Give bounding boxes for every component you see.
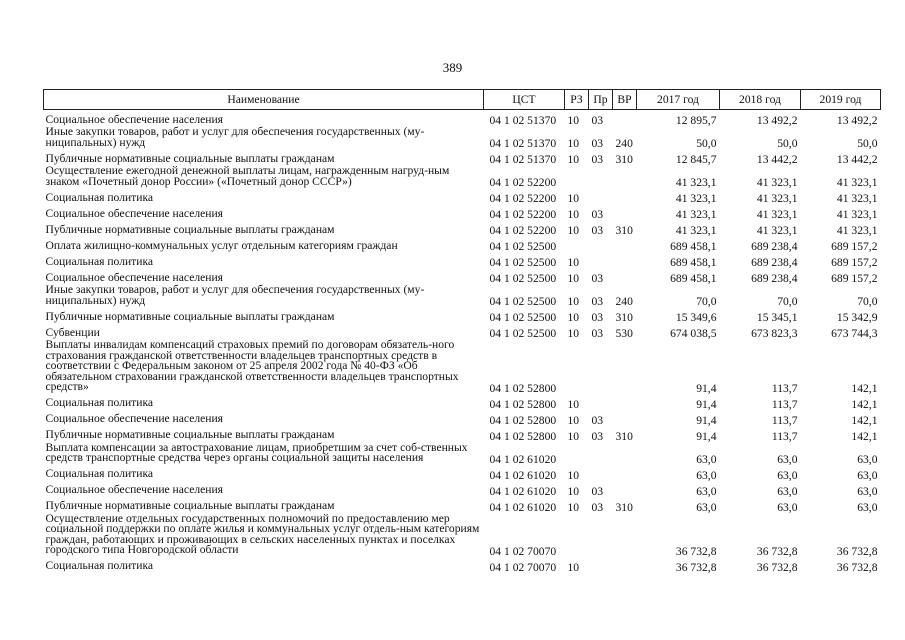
row-name-cell: Осуществление ежегодной денежной выплаты лицам, награжденным нагруд-ным знаком «Почетный донор России» («Почетный донор СССР») (45, 164, 450, 188)
header-vr: ВР (613, 90, 637, 110)
row-vr-cell (613, 236, 637, 252)
row-cst-cell: 04 1 02 52800 (489, 413, 557, 427)
row-cst-cell: 04 1 02 51370 (489, 114, 557, 127)
row-2017-cell: 689 458,1 (670, 272, 717, 285)
row-2018-cell: 63,0 (777, 452, 798, 466)
row-2018-cell: 50,0 (777, 137, 798, 150)
row-cst-cell: 04 1 02 52500 (489, 240, 557, 253)
row-2017-cell: 12 895,7 (675, 114, 717, 127)
row-pr-cell: 03 (591, 500, 604, 514)
row-2019-cell: 50,0 (857, 137, 878, 150)
row-2017-cell: 41 323,1 (675, 208, 717, 221)
row-2017-cell: 91,4 (696, 429, 717, 443)
row-2019-cell: 41 323,1 (836, 176, 878, 189)
row-rz-cell: 10 (567, 397, 580, 411)
row-2017-cell: 63,0 (696, 500, 717, 514)
row-pr-cell (589, 339, 613, 394)
row-name-cell: Осуществление отдельных государственных полномочий по предоставлению мер социальной поддержки по оплате жилья и коммунальных услуг отдель-ным категориям граждан, работающих и проживающих в сельских населенных пунктах и поселках городского типа Новгородской области (45, 511, 480, 556)
row-vr-cell (613, 465, 637, 481)
row-2019-cell: 41 323,1 (836, 208, 878, 221)
row-cst-cell: 04 1 02 51370 (489, 137, 557, 150)
row-vr-cell: 310 (615, 153, 633, 166)
row-pr-cell: 03 (591, 429, 604, 443)
row-rz-cell (565, 513, 589, 557)
row-pr-cell (589, 165, 613, 188)
row-name-cell: Социальная политика (45, 559, 154, 572)
row-name-cell: Социальная политика (45, 396, 154, 409)
row-cst-cell: 04 1 02 52200 (489, 224, 557, 237)
row-2019-cell: 142,1 (851, 429, 878, 443)
row-vr-cell: 310 (615, 224, 633, 237)
row-pr-cell (589, 394, 613, 410)
header-rz: РЗ (565, 90, 589, 110)
row-2019-cell: 63,0 (857, 468, 878, 482)
table-row (44, 339, 881, 394)
row-2019-cell: 63,0 (857, 484, 878, 498)
row-vr-cell (613, 252, 637, 268)
table-row (44, 252, 881, 268)
row-2018-cell: 41 323,1 (756, 208, 798, 221)
row-2018-cell: 41 323,1 (756, 176, 798, 189)
row-2017-cell: 63,0 (696, 452, 717, 466)
table-row (44, 149, 881, 165)
row-2019-cell: 36 732,8 (836, 544, 878, 558)
row-2018-cell: 63,0 (777, 484, 798, 498)
row-pr-cell (589, 557, 613, 573)
row-cst-cell: 04 1 02 52800 (489, 429, 557, 443)
row-cst-cell: 04 1 02 61020 (489, 500, 557, 514)
row-2018-cell: 63,0 (777, 468, 798, 482)
row-2018-cell: 36 732,8 (756, 560, 798, 574)
table-row (44, 307, 881, 323)
row-cst-cell: 04 1 02 52500 (489, 256, 557, 269)
table-row (44, 557, 881, 573)
row-2017-cell: 36 732,8 (675, 544, 717, 558)
table-row (44, 220, 881, 236)
table-row (44, 481, 881, 497)
row-name-cell: Публичные нормативные социальные выплаты гражданам (45, 151, 335, 165)
row-cst-cell: 04 1 02 61020 (489, 452, 557, 466)
row-2019-cell: 142,1 (851, 413, 878, 427)
row-2018-cell: 673 823,3 (751, 327, 798, 340)
row-2019-cell: 689 157,2 (831, 272, 878, 285)
row-rz-cell: 10 (567, 484, 580, 498)
row-pr-cell: 03 (591, 413, 604, 427)
row-2018-cell: 113,7 (771, 381, 798, 395)
row-pr-cell: 03 (591, 208, 604, 221)
row-rz-cell (565, 442, 589, 465)
table-row (44, 236, 881, 252)
row-2019-cell: 63,0 (857, 452, 878, 466)
row-vr-cell: 310 (615, 311, 633, 324)
row-vr-cell (613, 165, 637, 188)
row-name-cell: Выплаты инвалидам компенсаций страховых премий по договорам обязатель-ного страхования гражданской ответственности владельцев транспортных средств в соответствии с Федеральным законом от 25 апреля 2002 года № 40-ФЗ «Об обязательном страховании гражданской ответственности владельцев транспортных средств» (45, 338, 459, 393)
row-name-cell: Иные закупки товаров, работ и услуг для обеспечения государственных (му-ниципальных) нужд (45, 283, 425, 307)
row-cst-cell: 04 1 02 52200 (489, 176, 557, 189)
row-name-cell: Публичные нормативные социальные выплаты гражданам (45, 499, 335, 512)
row-cst-cell: 04 1 02 52800 (489, 381, 557, 395)
table-row (44, 284, 881, 307)
row-2017-cell: 36 732,8 (675, 560, 717, 574)
row-2019-cell: 142,1 (851, 381, 878, 395)
row-cst-cell: 04 1 02 52500 (489, 327, 557, 340)
row-pr-cell: 03 (591, 224, 604, 237)
header-name: Наименование (44, 90, 484, 110)
budget-table (43, 89, 881, 573)
row-2018-cell: 13 492,2 (756, 114, 798, 127)
header-2017: 2017 год (637, 90, 720, 110)
row-2017-cell: 91,4 (696, 397, 717, 411)
header-cst: ЦСТ (484, 90, 565, 110)
table-row (44, 110, 881, 127)
table-row (44, 497, 881, 513)
row-2017-cell: 41 323,1 (675, 192, 717, 205)
table-row (44, 426, 881, 442)
row-rz-cell: 10 (567, 500, 580, 514)
row-cst-cell: 04 1 02 52500 (489, 311, 557, 324)
row-2018-cell: 41 323,1 (756, 224, 798, 237)
row-name-cell: Социальное обеспечение населения (45, 412, 224, 425)
row-2018-cell: 15 345,1 (756, 311, 798, 324)
row-2019-cell: 41 323,1 (836, 192, 878, 205)
row-pr-cell: 03 (591, 327, 604, 340)
row-2018-cell: 36 732,8 (756, 544, 798, 558)
row-pr-cell (589, 188, 613, 204)
row-vr-cell (613, 481, 637, 497)
row-rz-cell: 10 (567, 327, 580, 340)
row-vr-cell (613, 557, 637, 573)
table-row (44, 204, 881, 220)
row-2017-cell: 91,4 (696, 413, 717, 427)
row-vr-cell (613, 410, 637, 426)
table-row (44, 513, 881, 557)
row-2018-cell: 689 238,4 (751, 240, 798, 253)
row-cst-cell: 04 1 02 52200 (489, 208, 557, 221)
row-vr-cell: 310 (615, 500, 633, 514)
row-2018-cell: 113,7 (771, 413, 798, 427)
table-row (44, 188, 881, 204)
row-name-cell: Иные закупки товаров, работ и услуг для обеспечения государственных (му-ниципальных) нужд (45, 125, 425, 149)
row-rz-cell: 10 (567, 153, 580, 166)
table-row (44, 394, 881, 410)
row-2019-cell: 70,0 (857, 295, 878, 308)
row-name-cell: Социальная политика (45, 467, 154, 480)
row-vr-cell (613, 394, 637, 410)
row-2018-cell: 689 238,4 (751, 272, 798, 285)
row-rz-cell: 10 (567, 295, 580, 308)
row-cst-cell: 04 1 02 70070 (489, 544, 557, 558)
row-cst-cell: 04 1 02 52200 (489, 192, 557, 205)
row-rz-cell: 10 (567, 224, 580, 237)
row-2019-cell: 13 492,2 (836, 114, 878, 127)
table-row (44, 410, 881, 426)
table-row (44, 268, 881, 284)
row-rz-cell (565, 236, 589, 252)
row-rz-cell: 10 (567, 311, 580, 324)
row-vr-cell: 240 (615, 295, 633, 308)
row-rz-cell: 10 (567, 560, 580, 574)
row-vr-cell (613, 188, 637, 204)
row-vr-cell: 310 (615, 429, 633, 443)
row-name-cell: Социальное обеспечение населения (45, 206, 224, 220)
row-name-cell: Публичные нормативные социальные выплаты гражданам (45, 428, 335, 441)
table-row (44, 442, 881, 465)
row-2017-cell: 63,0 (696, 468, 717, 482)
row-cst-cell: 04 1 02 52500 (489, 295, 557, 308)
header-2019: 2019 год (801, 90, 881, 110)
table-row (44, 165, 881, 188)
row-cst-cell: 04 1 02 61020 (489, 468, 557, 482)
row-2017-cell: 50,0 (696, 137, 717, 150)
row-2018-cell: 70,0 (777, 295, 798, 308)
row-name-cell: Социальное обеспечение населения (45, 270, 224, 284)
row-2017-cell: 70,0 (696, 295, 717, 308)
row-rz-cell: 10 (567, 208, 580, 221)
row-cst-cell: 04 1 02 52500 (489, 272, 557, 285)
row-vr-cell (613, 268, 637, 284)
page-number: 389 (442, 60, 463, 75)
row-pr-cell (589, 442, 613, 465)
row-pr-cell (589, 513, 613, 557)
row-rz-cell (565, 165, 589, 188)
row-2019-cell: 673 744,3 (831, 327, 878, 340)
row-2018-cell: 689 238,4 (751, 256, 798, 269)
row-name-cell: Публичные нормативные социальные выплаты гражданам (45, 309, 335, 323)
row-2017-cell: 41 323,1 (675, 176, 717, 189)
row-name-cell: Социальное обеспечение населения (45, 112, 224, 126)
row-rz-cell (565, 339, 589, 394)
row-2017-cell: 12 845,7 (675, 153, 717, 166)
row-pr-cell (589, 252, 613, 268)
row-2019-cell: 41 323,1 (836, 224, 878, 237)
row-name-cell: Социальное обеспечение населения (45, 483, 224, 496)
header-2018: 2018 год (720, 90, 801, 110)
row-2018-cell: 113,7 (771, 397, 798, 411)
header-pr: Пр (589, 90, 613, 110)
header-row (44, 90, 881, 110)
row-vr-cell (613, 442, 637, 465)
row-rz-cell: 10 (567, 413, 580, 427)
row-name-cell: Оплата жилищно-коммунальных услуг отдельным категориям граждан (45, 238, 398, 252)
row-rz-cell: 10 (567, 272, 580, 285)
row-2018-cell: 13 442,2 (756, 153, 798, 166)
row-2018-cell: 63,0 (777, 500, 798, 514)
row-vr-cell (613, 513, 637, 557)
row-cst-cell: 04 1 02 61020 (489, 484, 557, 498)
row-pr-cell: 03 (591, 137, 604, 150)
row-vr-cell (613, 204, 637, 220)
row-name-cell: Публичные нормативные социальные выплаты гражданам (45, 222, 335, 236)
row-name-cell: Социальная политика (45, 254, 154, 268)
row-rz-cell: 10 (567, 137, 580, 150)
row-name-cell: Выплата компенсации за автострахование лицам, приобретшим за счет соб-ственных средств транспортные средства через органы социальной защиты населения (45, 440, 468, 464)
table-body (44, 110, 881, 573)
row-2019-cell: 142,1 (851, 397, 878, 411)
row-pr-cell: 03 (591, 311, 604, 324)
table-row (44, 126, 881, 149)
row-rz-cell: 10 (567, 114, 580, 127)
row-pr-cell: 03 (591, 272, 604, 285)
row-2017-cell: 674 038,5 (670, 327, 717, 340)
row-pr-cell: 03 (591, 153, 604, 166)
row-rz-cell: 10 (567, 192, 580, 205)
row-name-cell: Социальная политика (45, 190, 154, 204)
row-2019-cell: 36 732,8 (836, 560, 878, 574)
table-row (44, 323, 881, 339)
row-pr-cell: 03 (591, 114, 604, 127)
row-pr-cell: 03 (591, 295, 604, 308)
row-2019-cell: 63,0 (857, 500, 878, 514)
row-2017-cell: 689 458,1 (670, 256, 717, 269)
row-2019-cell: 689 157,2 (831, 256, 878, 269)
row-cst-cell: 04 1 02 70070 (489, 560, 557, 574)
row-2019-cell: 689 157,2 (831, 240, 878, 253)
row-vr-cell (613, 110, 637, 127)
row-rz-cell: 10 (567, 429, 580, 443)
row-2018-cell: 113,7 (771, 429, 798, 443)
row-rz-cell: 10 (567, 256, 580, 269)
row-cst-cell: 04 1 02 52800 (489, 397, 557, 411)
row-2017-cell: 91,4 (696, 381, 717, 395)
row-vr-cell: 530 (615, 327, 633, 340)
row-cst-cell: 04 1 02 51370 (489, 153, 557, 166)
row-2019-cell: 13 442,2 (836, 153, 878, 166)
row-pr-cell (589, 465, 613, 481)
row-pr-cell: 03 (591, 484, 604, 498)
row-pr-cell (589, 236, 613, 252)
row-2017-cell: 41 323,1 (675, 224, 717, 237)
row-rz-cell: 10 (567, 468, 580, 482)
row-2019-cell: 15 342,9 (836, 311, 878, 324)
row-2018-cell: 41 323,1 (756, 192, 798, 205)
row-2017-cell: 15 349,6 (675, 311, 717, 324)
row-2017-cell: 689 458,1 (670, 240, 717, 253)
row-name-cell: Субвенции (45, 325, 100, 339)
row-vr-cell: 240 (615, 137, 633, 150)
table-row (44, 465, 881, 481)
row-vr-cell (613, 339, 637, 394)
row-2017-cell: 63,0 (696, 484, 717, 498)
